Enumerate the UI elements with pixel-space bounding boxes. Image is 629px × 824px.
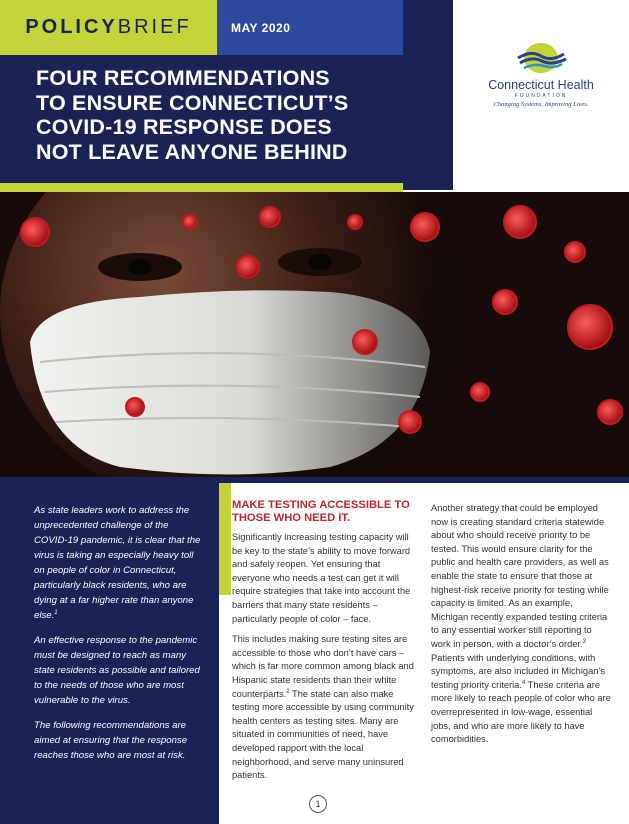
page-title — [36, 66, 436, 164]
body-paragraph: This includes making sure testing sites are accessible to those who don’t have cars – which is far more common among black and Hispanic state residents than their white counterparts.$^2$ The state can also make testing more accessible by using community health centers as testing sites. Many are situated in communities of need, have developed rapport with the local neighborhood, and serve many uninsured patients. — [232, 634, 414, 781]
section-accent-bar — [219, 483, 231, 595]
date-label: MAY 2020 — [217, 0, 403, 55]
footnote-ref: 2 — [286, 688, 290, 695]
foundation-tagline: Changing Systems, Improving Lives. — [493, 101, 589, 108]
intro-paragraph: The following recommendations are aimed at ensuring that the response reaches those who are most at risk. — [34, 720, 188, 761]
body-paragraph: Another strategy that could be employed now is creating standard criteria statewide about who should receive priority to be tested. This would ensure clarity for the public and health care providers, as well as enable the state to ensure that those at highest-risk receive priority for testing while capacity is limited. As an example, Michigan recently expanded testing criteria to any essential worker still reporting to work in person, with a doctor’s order.$^3$ Patients with underlying conditions, with symptoms, are also included in Michigan’s testing priority criteria.$^4$ These criteria are more likely to reach people of color who are overrepresented in low-wage, essential jobs, and who are more likely to have comorbidities. — [431, 503, 611, 745]
masked-face-virus-image — [0, 192, 629, 477]
foundation-sub: FOUNDATION — [514, 93, 568, 99]
intro-paragraph: An effective response to the pandemic must be designed to reach as many state residents as possible and tailored to the needs of those who are most vulnerable to the virus. — [34, 635, 200, 706]
hero-photo — [0, 192, 629, 477]
intro-paragraph: As state leaders work to address the unprecedented challenge of the COVID-19 pandemic, it is clear that the virus is taking an especially heavy toll on people of color in Connecticut, particularly black residents, who are dying at a far higher rate than anyone else.$^1$ — [34, 505, 201, 621]
title-line: COVID-19 RESPONSE DOES — [36, 115, 332, 139]
title-line: TO ENSURE CONNECTICUT’S — [36, 90, 349, 115]
wave-logo-icon — [506, 40, 576, 76]
foundation-logo — [453, 40, 629, 140]
body-paragraph: Significantly increasing testing capacity will be key to the state’s ability to move forward and safely reopen. Yet ensuring that everyone who needs a test can get it will require strategies that take into account the barriers that many state residents – particularly people of color – face. — [232, 532, 411, 624]
footnote-ref: 1 — [54, 609, 58, 616]
page-number: 1 — [309, 795, 327, 813]
brief-light-text: BRIEF — [117, 16, 192, 38]
section-heading: MAKE TESTING ACCESSIBLE TO THOSE WHO NEED IT. — [232, 499, 410, 524]
accent-stripe — [0, 183, 403, 192]
foundation-name: Connecticut Health — [488, 78, 594, 92]
recommendation-section — [232, 499, 418, 790]
body-column — [431, 502, 611, 754]
title-line: FOUR RECOMMENDATIONS — [36, 66, 330, 90]
intro-sidebar — [0, 483, 219, 824]
footnote-ref: 4 — [521, 679, 526, 686]
title-line: NOT LEAVE ANYONE BEHIND — [36, 139, 348, 164]
policy-brief-label — [0, 0, 217, 55]
footnote-ref: 3 — [582, 638, 586, 645]
brief-bold-text: POLICY — [25, 16, 118, 38]
